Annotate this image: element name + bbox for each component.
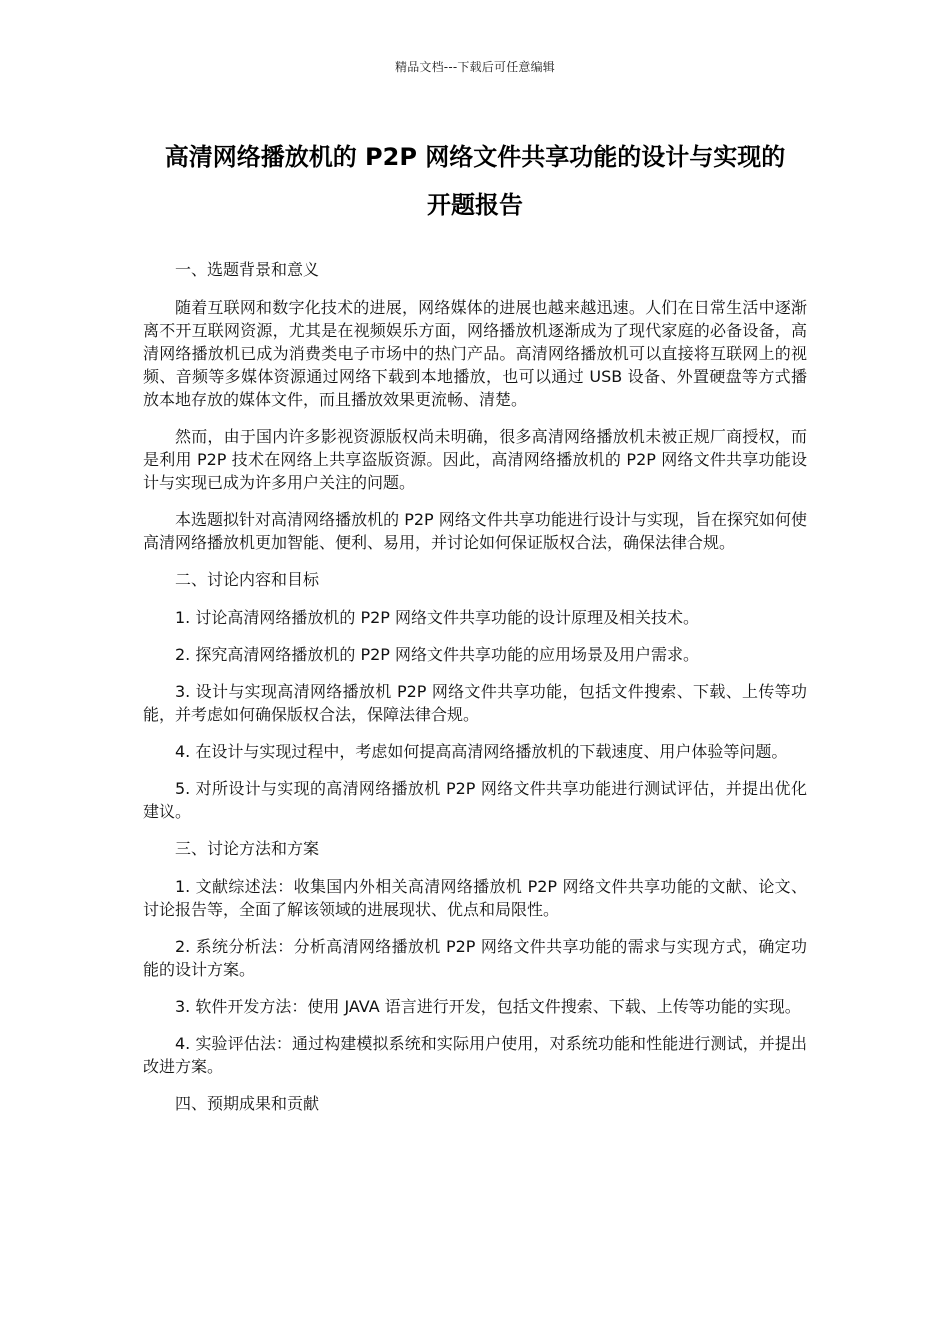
list-item: 1. 讨论高清网络播放机的 P2P 网络文件共享功能的设计原理及相关技术。 — [175, 608, 700, 627]
body-paragraph: 本选题拟针对高清网络播放机的 P2P 网络文件共享功能进行设计与实现，旨在探究如何使高清网络播放机更加智能、便利、易用，并讨论如何保证版权合法，确保法律合规。 — [143, 510, 807, 552]
list-item: 2. 系统分析法：分析高清网络播放机 P2P 网络文件共享功能的需求与实现方式，确定功能的设计方案。 — [143, 937, 807, 979]
document-body — [143, 258, 807, 1130]
section-heading-methods: 三、讨论方法和方案 — [175, 839, 320, 858]
list-item: 3. 设计与实现高清网络播放机 P2P 网络文件共享功能，包括文件搜索、下载、上传等功能，并考虑如何确保版权合法，保障法律合规。 — [143, 682, 807, 724]
list-item: 3. 软件开发方法：使用 JAVA 语言进行开发，包括文件搜索、下载、上传等功能的实现。 — [175, 997, 801, 1016]
list-item: 1. 文献综述法：收集国内外相关高清网络播放机 P2P 网络文件共享功能的文献、论文、讨论报告等，全面了解该领域的进展现状、优点和局限性。 — [143, 877, 807, 919]
header-note: 精品文档---下载后可任意编辑 — [395, 60, 555, 74]
body-paragraph: 然而，由于国内许多影视资源版权尚未明确，很多高清网络播放机未被正规厂商授权，而是利用 P2P 技术在网络上共享盗版资源。因此，高清网络播放机的 P2P 网络文件共享功能设计与实现已成为许多用户关注的问题。 — [143, 427, 807, 492]
list-item: 4. 在设计与实现过程中，考虑如何提高高清网络播放机的下载速度、用户体验等问题。 — [175, 742, 788, 761]
list-item: 5. 对所设计与实现的高清网络播放机 P2P 网络文件共享功能进行测试评估，并提出优化建议。 — [143, 779, 807, 821]
list-item: 2. 探究高清网络播放机的 P2P 网络文件共享功能的应用场景及用户需求。 — [175, 645, 700, 664]
section-heading-content-goals: 二、讨论内容和目标 — [175, 570, 320, 589]
section-heading-background: 一、选题背景和意义 — [175, 260, 320, 279]
title-line-2: 开题报告 — [427, 191, 523, 219]
document-title — [120, 133, 830, 229]
list-item: 4. 实验评估法：通过构建模拟系统和实际用户使用，对系统功能和性能进行测试，并提出改进方案。 — [143, 1034, 807, 1076]
body-paragraph: 随着互联网和数字化技术的进展，网络媒体的进展也越来越迅速。人们在日常生活中逐渐离不开互联网资源，尤其是在视频娱乐方面，网络播放机逐渐成为了现代家庭的必备设备，高清网络播放机已成为消费类电子市场中的热门产品。高清网络播放机可以直接将互联网上的视频、音频等多媒体资源通过网络下载到本地播放，也可以通过 USB 设备、外置硬盘等方式播放本地存放的媒体文件，而且播放效果更流畅、清楚。 — [143, 298, 807, 409]
title-line-1: 高清网络播放机的 P2P 网络文件共享功能的设计与实现的 — [164, 143, 786, 171]
section-heading-results: 四、预期成果和贡献 — [175, 1094, 320, 1113]
